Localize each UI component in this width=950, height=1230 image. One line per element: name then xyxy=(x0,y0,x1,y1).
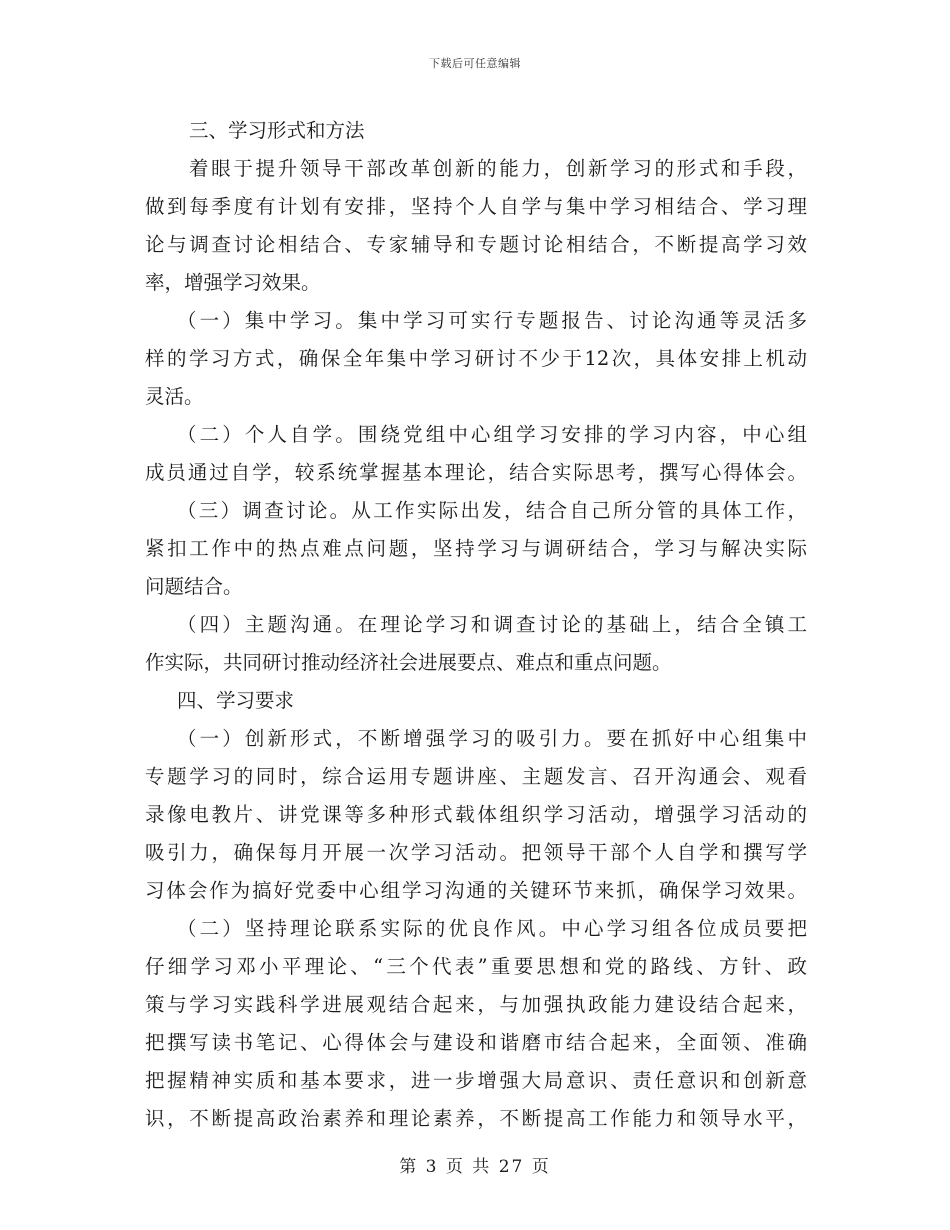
section-heading: 三、学习形式和方法 xyxy=(189,119,365,142)
paragraph-line: 率，增强学习效果。 xyxy=(145,271,321,294)
paragraph-line: 仔细学习邓小平理论、“三个代表”重要思想和党的路线、方针、政 xyxy=(145,955,807,978)
paragraph-line: （一）集中学习。集中学习可实行专题报告、讨论沟通等灵活多 xyxy=(177,309,807,332)
paragraph-line: （四）主题沟通。在理论学习和调查讨论的基础上，结合全镇工 xyxy=(177,613,807,636)
paragraph-line: （二）个人自学。围绕党组中心组学习安排的学习内容，中心组 xyxy=(177,423,807,446)
paragraph-line: 样的学习方式，确保全年集中学习研讨不少于12次，具体安排上机动 xyxy=(145,347,807,370)
page-header: 下载后可任意编辑 xyxy=(429,57,521,70)
paragraph-line: 吸引力，确保每月开展一次学习活动。把领导干部个人自学和撰写学 xyxy=(145,841,807,864)
paragraph-line: （一）创新形式，不断增强学习的吸引力。要在抓好中心组集中 xyxy=(177,727,807,750)
paragraph-line: 习体会作为搞好党委中心组学习沟通的关键环节来抓，确保学习效果。 xyxy=(145,879,807,902)
paragraph-line: 作实际，共同研讨推动经济社会进展要点、难点和重点问题。 xyxy=(145,651,672,674)
paragraph-line: 录像电教片、讲党课等多种形式载体组织学习活动，增强学习活动的 xyxy=(145,803,807,826)
paragraph-line: 把握精神实质和基本要求，进一步增强大局意识、责任意识和创新意 xyxy=(145,1069,807,1092)
paragraph-line: 问题结合。 xyxy=(145,575,243,598)
paragraph-line: 紧扣工作中的热点难点问题，坚持学习与调研结合，学习与解决实际 xyxy=(145,537,807,560)
paragraph-line: 灵活。 xyxy=(145,385,204,408)
paragraph-line: （二）坚持理论联系实际的优良作风。中心学习组各位成员要把 xyxy=(177,917,807,940)
paragraph-line: （三）调查讨论。从工作实际出发，结合自己所分管的具体工作， xyxy=(177,499,807,522)
section-heading: 四、学习要求 xyxy=(177,689,295,712)
paragraph-line: 做到每季度有计划有安排，坚持个人自学与集中学习相结合、学习理 xyxy=(145,195,807,218)
paragraph-line: 着眼于提升领导干部改革创新的能力，创新学习的形式和手段， xyxy=(189,157,807,180)
paragraph-line: 成员通过自学，较系统掌握基本理论，结合实际思考，撰写心得体会。 xyxy=(145,461,807,484)
page-number: 第 3 页 共 27 页 xyxy=(399,1157,551,1177)
paragraph-line: 把撰写读书笔记、心得体会与建设和谐磨市结合起来，全面领、准确 xyxy=(145,1031,807,1054)
paragraph-line: 论与调查讨论相结合、专家辅导和专题讨论相结合，不断提高学习效 xyxy=(145,233,807,256)
paragraph-line: 识，不断提高政治素养和理论素养，不断提高工作能力和领导水平， xyxy=(145,1107,807,1130)
document-body xyxy=(145,112,807,1138)
paragraph-line: 策与学习实践科学进展观结合起来，与加强执政能力建设结合起来， xyxy=(145,993,807,1016)
paragraph-line: 专题学习的同时，综合运用专题讲座、主题发言、召开沟通会、观看 xyxy=(145,765,807,788)
